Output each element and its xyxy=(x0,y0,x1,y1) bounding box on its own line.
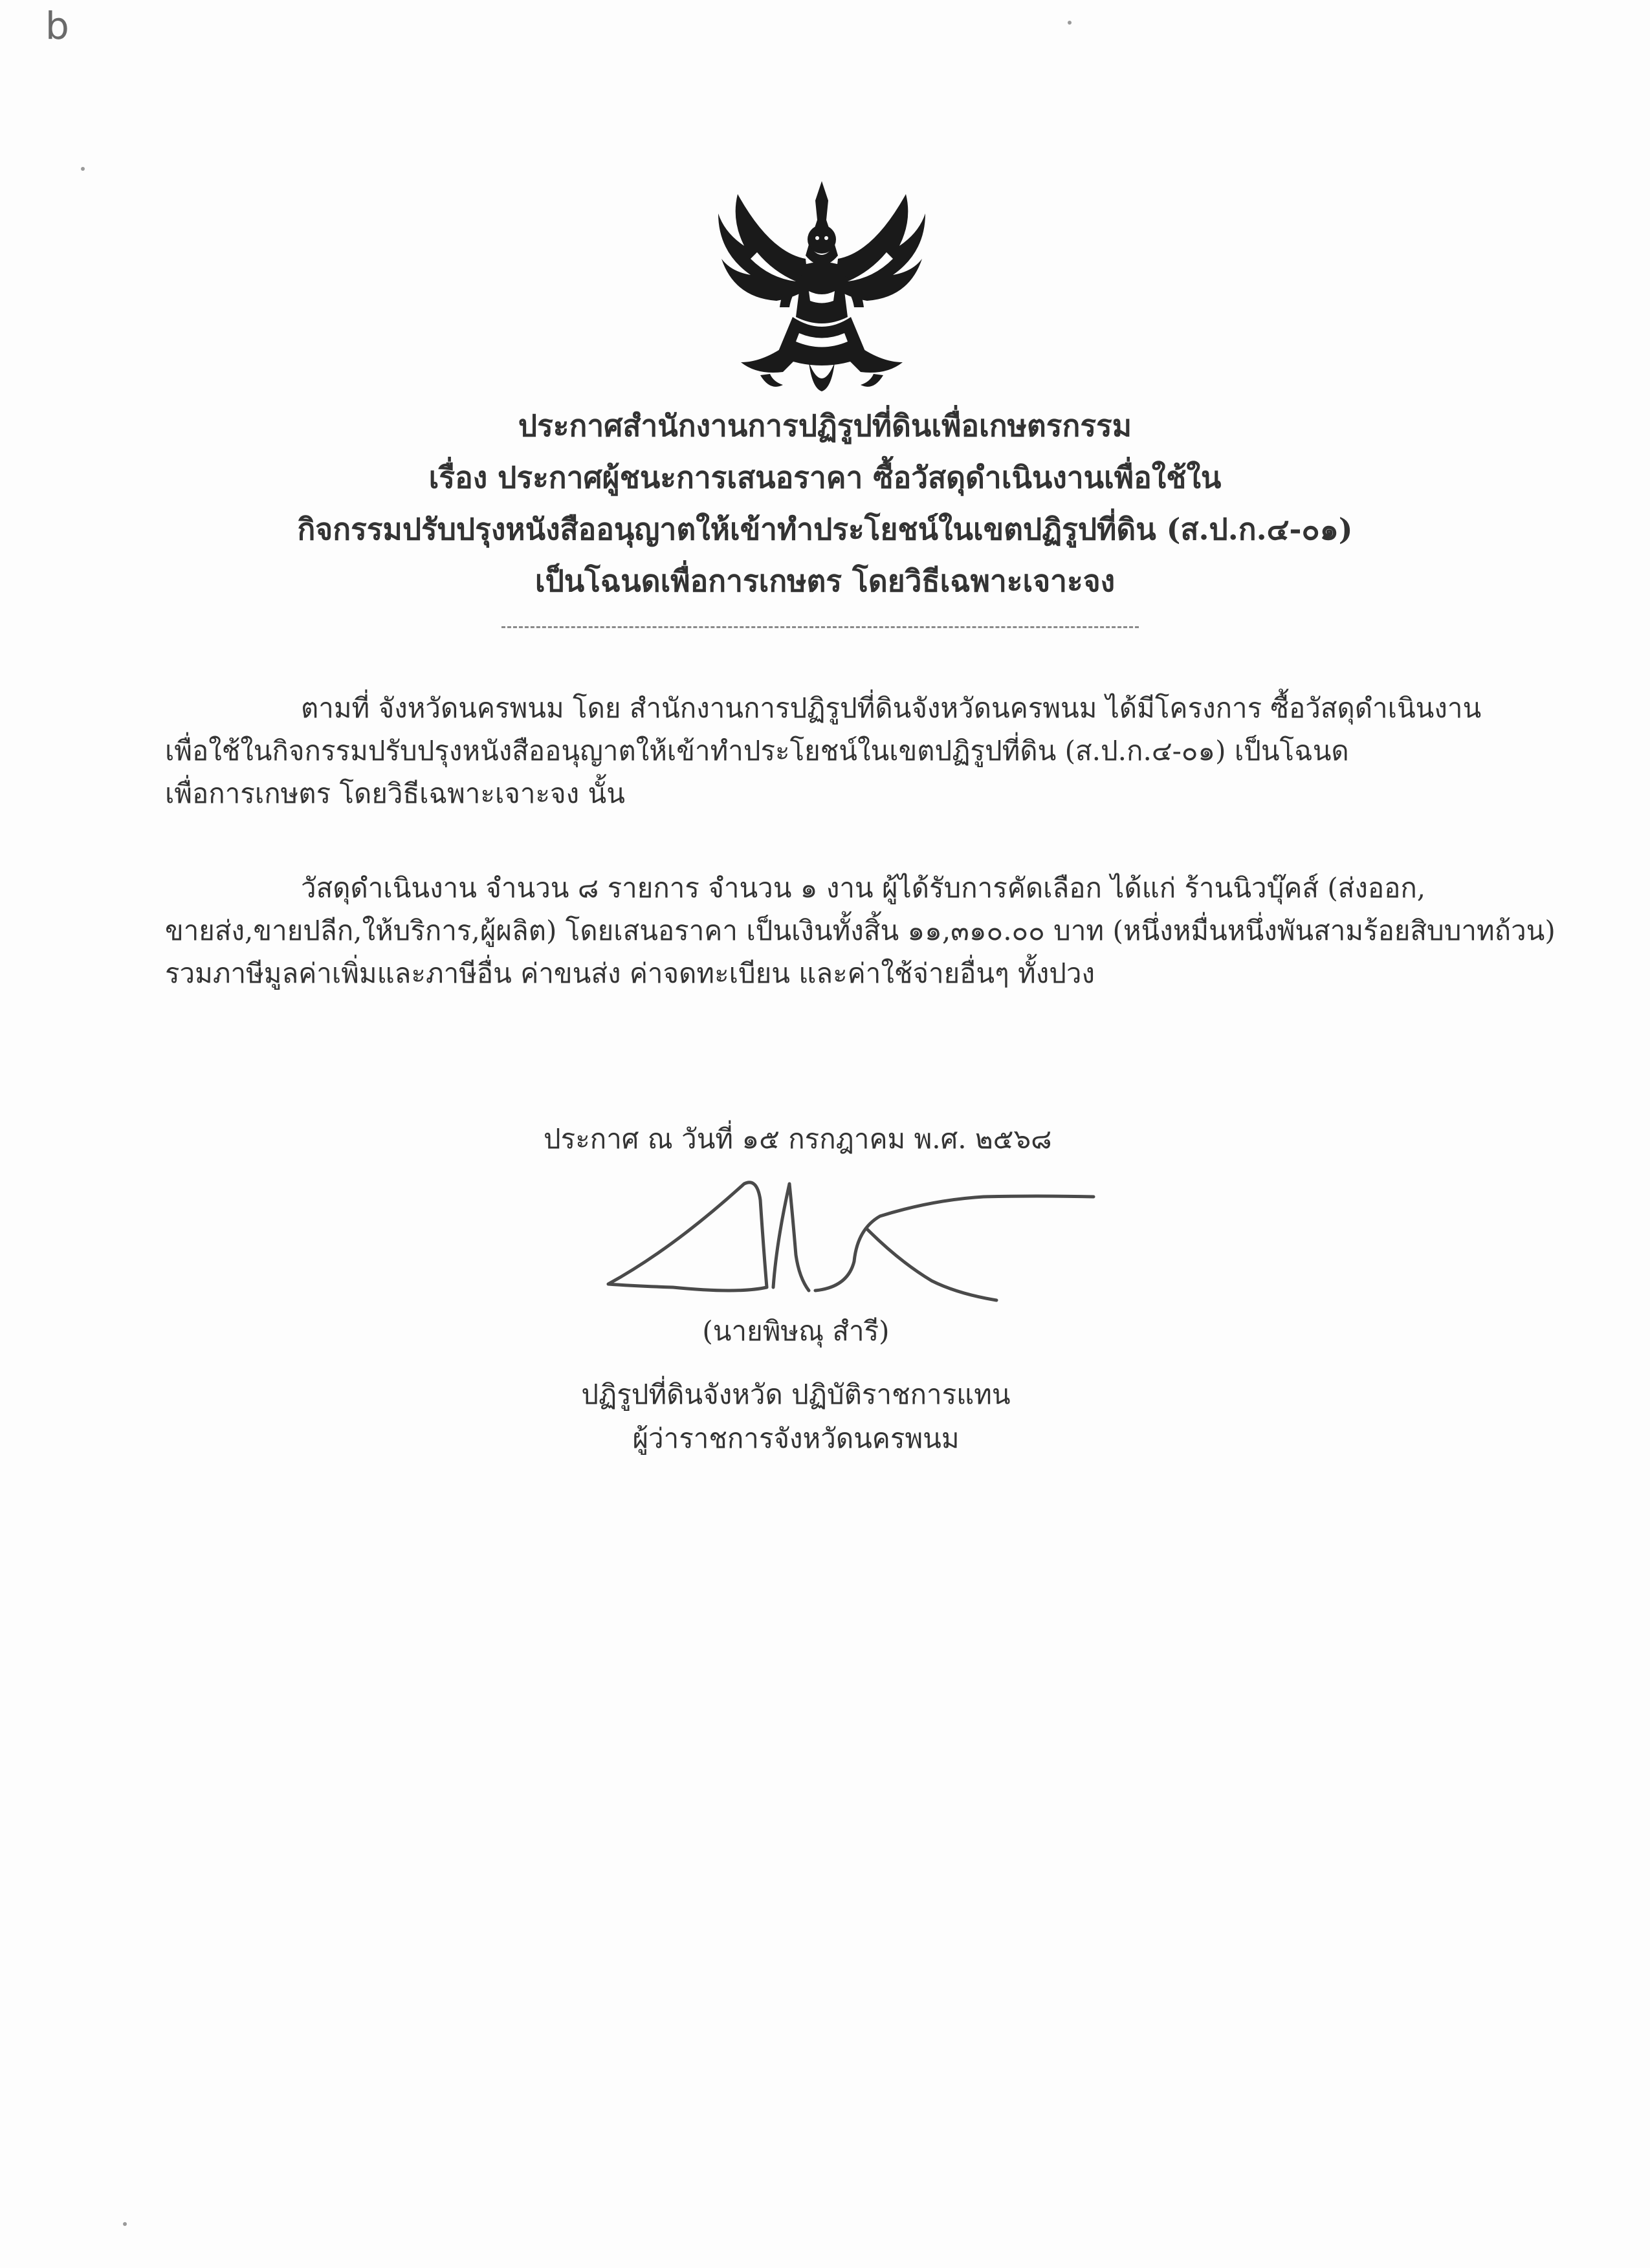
paragraph-line: เพื่อการเกษตร โดยวิธีเฉพาะเจาะจง นั้น xyxy=(165,778,625,809)
scan-speck xyxy=(81,167,85,171)
scan-speck xyxy=(123,2222,127,2226)
paragraph-project xyxy=(165,687,1482,815)
announcement-subject-line-3: เป็นโฉนดเพื่อการเกษตร โดยวิธีเฉพาะเจาะจง xyxy=(534,563,1116,598)
garuda-emblem-icon xyxy=(712,168,932,395)
signatory-position: ปฏิรูปที่ดินจังหวัด ปฏิบัติราชการแทน xyxy=(581,1379,1011,1410)
scan-speck xyxy=(1068,21,1072,25)
paragraph-winner xyxy=(165,867,1556,995)
announcement-date: ประกาศ ณ วันที่ ๑๕ กรกฎาคม พ.ศ. ๒๕๖๘ xyxy=(544,1123,1052,1155)
signatory-position-governor: ผู้ว่าราชการจังหวัดนครพนม xyxy=(632,1423,960,1454)
handwritten-signature-icon xyxy=(595,1164,1152,1320)
handwritten-page-mark: b xyxy=(45,4,69,48)
announcement-title: ประกาศสำนักงานการปฏิรูปที่ดินเพื่อเกษตรกรรม xyxy=(518,408,1132,443)
paragraph-line: ขายส่ง,ขายปลีก,ให้บริการ,ผู้ผลิต) โดยเสนอราคา เป็นเงินทั้งสิ้น ๑๑,๓๑๐.๐๐ บาท (หนึ่งหมื่นหนึ่งพันสามร้อยสิบบาทถ้วน) xyxy=(165,915,1556,946)
heading-divider xyxy=(501,626,1139,628)
announcement-subject-line-2: กิจกรรมปรับปรุงหนังสืออนุญาตให้เข้าทำประโยชน์ในเขตปฏิรูปที่ดิน (ส.ป.ก.๔-๐๑) xyxy=(297,512,1353,547)
paragraph-line: วัสดุดำเนินงาน จำนวน ๘ รายการ จำนวน ๑ งาน ผู้ได้รับการคัดเลือก ได้แก่ ร้านนิวบุ๊คส์ (ส่งออก, xyxy=(301,872,1426,904)
announcement-subject-line-1: เรื่อง ประกาศผู้ชนะการเสนอราคา ซื้อวัสดุดำเนินงานเพื่อใช้ใน xyxy=(428,460,1222,495)
paragraph-line: เพื่อใช้ในกิจกรรมปรับปรุงหนังสืออนุญาตให้เข้าทำประโยชน์ในเขตปฏิรูปที่ดิน (ส.ป.ก.๔-๐๑) เป็นโฉนด xyxy=(165,735,1349,767)
signatory-name: (นายพิษณุ สำรี) xyxy=(702,1315,890,1347)
paragraph-line: รวมภาษีมูลค่าเพิ่มและภาษีอื่น ค่าขนส่ง ค่าจดทะเบียน และค่าใช้จ่ายอื่นๆ ทั้งปวง xyxy=(165,957,1095,989)
paragraph-line: ตามที่ จังหวัดนครพนม โดย สำนักงานการปฏิรูปที่ดินจังหวัดนครพนม ได้มีโครงการ ซื้อวัสดุดำเนินงาน xyxy=(301,692,1482,724)
